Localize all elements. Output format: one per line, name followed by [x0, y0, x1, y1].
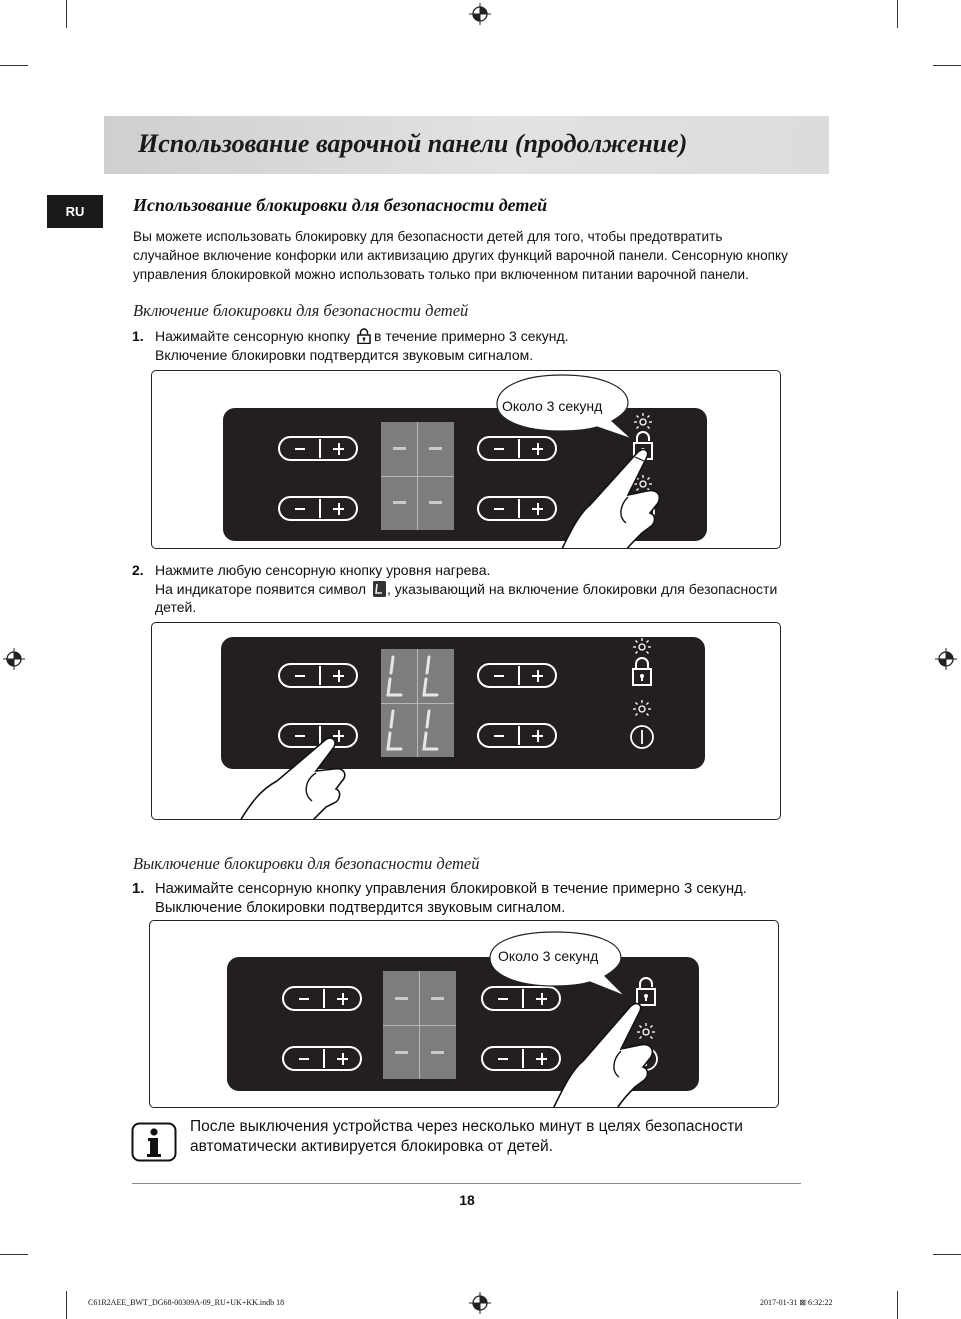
heat-level-control[interactable]: [477, 663, 557, 688]
figure-lock-off: [149, 920, 779, 1108]
crop-mark: [897, 1291, 898, 1319]
bubble-label: Около 3 секунд: [498, 948, 599, 964]
crop-mark: [0, 1254, 28, 1255]
lock-and-power-icons[interactable]: [627, 637, 657, 767]
lock-symbol-icon: [373, 581, 386, 597]
pointing-hand-icon: [232, 721, 382, 820]
registration-mark-icon: [935, 648, 957, 670]
intro-paragraph: Вы можете использовать блокировку для безопасности детей для того, чтобы предотвратить случайное включение конфорки или активизацию других функций варочной панели. Сенсорную кнопку управления блокировкой можно использовать только при включенном питании варочной панели.: [133, 229, 788, 282]
pointing-hand-icon: [535, 989, 675, 1108]
page-number: 18: [459, 1192, 475, 1208]
level-display-locked: [381, 649, 454, 757]
registration-mark-icon: [3, 648, 25, 670]
crop-mark: [897, 0, 898, 28]
note-text: После выключения устройства через несколько минут в целях безопасности автоматически активируется блокировка от детей.: [190, 1118, 743, 1155]
heat-level-control[interactable]: [477, 723, 557, 748]
figure-lock-on: [151, 370, 781, 549]
crop-mark: [66, 0, 67, 28]
figure-lock-symbol: [151, 622, 781, 820]
bubble-label: Около 3 секунд: [502, 398, 603, 414]
crop-mark: [0, 65, 28, 66]
pointing-hand-icon: [532, 433, 682, 549]
level-display: [381, 422, 454, 530]
lock-segment-icon: [381, 649, 454, 757]
page-title: Использование варочной панели (продолжение): [138, 129, 688, 158]
heat-level-control[interactable]: [278, 663, 358, 688]
heat-level-control[interactable]: [282, 986, 362, 1011]
crop-mark: [933, 65, 961, 66]
title-banner: [104, 116, 829, 174]
registration-mark-icon: [469, 1292, 491, 1314]
section-heading: Использование блокировки для безопасности детей: [133, 195, 548, 215]
crop-mark: [933, 1254, 961, 1255]
info-icon: [131, 1122, 177, 1162]
print-timestamp: 2017-01-31 ⊠ 6:32:22: [760, 1298, 833, 1307]
disable-heading: Выключение блокировки для безопасности детей: [133, 854, 480, 873]
registration-mark-icon: [469, 3, 491, 25]
level-display: [383, 971, 456, 1079]
print-file-info: C61R2AEE_BWT_DG68-00309A-09_RU+UK+KK.indb 18: [88, 1298, 285, 1307]
heat-level-control[interactable]: [278, 496, 358, 521]
language-tab: RU: [47, 195, 103, 228]
enable-heading: Включение блокировки для безопасности детей: [133, 301, 469, 320]
heat-level-control[interactable]: [278, 436, 358, 461]
lock-icon: [357, 328, 371, 344]
footer-rule: [132, 1183, 801, 1184]
heat-level-control[interactable]: [282, 1046, 362, 1071]
crop-mark: [66, 1291, 67, 1319]
